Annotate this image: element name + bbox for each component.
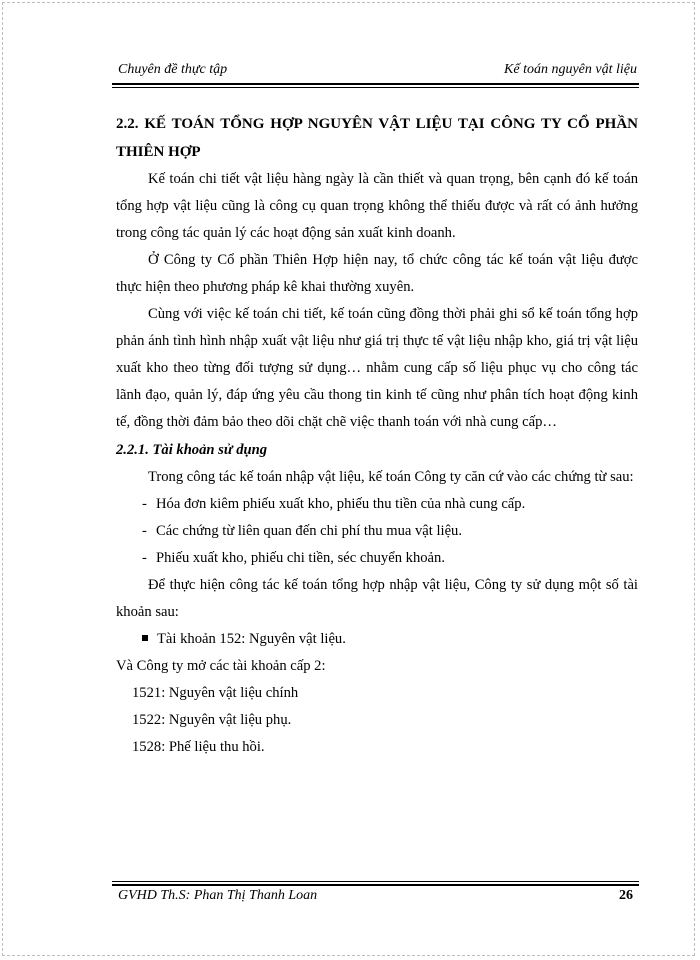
paragraph-accounts: Để thực hiện công tác kế toán tổng hợp nhập vật liệu, Công ty sử dụng một số tài khoản sau:	[116, 577, 638, 620]
dash-bullet: -	[142, 523, 147, 539]
paragraph-1: Kế toán chi tiết vật liệu hàng ngày là cần thiết và quan trọng, bên cạnh đó kế toán tổng hợp vật liệu cũng là công cụ quan trọng không thể thiếu được và rất có ảnh hưởng trong công tác quản lý các hoạt động sản xuất kinh doanh.	[116, 171, 638, 241]
account-line: 1521: Nguyên vật liệu chính	[132, 685, 299, 701]
main-content	[116, 110, 638, 761]
list-item-text: Các chứng từ liên quan đến chi phí thu mua vật liệu.	[156, 523, 462, 539]
paragraph-2: Ở Công ty Cổ phần Thiên Hợp hiện nay, tổ chức công tác kế toán vật liệu được thực hiện theo phương pháp kê khai thường xuyên.	[116, 252, 638, 295]
subsection-intro: Trong công tác kế toán nhập vật liệu, kế toán Công ty căn cứ vào các chứng từ sau:	[148, 469, 634, 485]
footer-rule-thin	[112, 881, 639, 882]
dash-bullet: -	[142, 550, 147, 566]
level2-intro: Và Công ty mở các tài khoản cấp 2:	[116, 658, 326, 674]
list-item-text: Phiếu xuất kho, phiếu chi tiền, séc chuyển khoản.	[156, 550, 445, 566]
page-number: 26	[619, 888, 633, 903]
footer-rule-thick	[112, 884, 639, 886]
subsection-title: 2.2.1. Tài khoản sử dụng	[116, 442, 268, 458]
header-rule-thick	[112, 83, 639, 85]
page-header	[118, 62, 637, 82]
list-item-text: Hóa đơn kiêm phiếu xuất kho, phiếu thu tiền của nhà cung cấp.	[156, 496, 526, 512]
section-title: 2.2. KẾ TOÁN TỔNG HỢP NGUYÊN VẬT LIỆU TẠI CÔNG TY CỔ PHẦN THIÊN HỢP	[116, 116, 638, 160]
account-line: 1522: Nguyên vật liệu phụ.	[132, 712, 292, 728]
list-item	[116, 491, 638, 518]
account-bullet-text: Tài khoản 152: Nguyên vật liệu.	[157, 631, 346, 647]
account-line: 1528: Phế liệu thu hồi.	[132, 739, 265, 755]
list-item	[116, 518, 638, 545]
dash-bullet: -	[142, 496, 147, 512]
footer-supervisor: GVHD Th.S: Phan Thị Thanh Loan	[118, 888, 318, 903]
square-bullet-icon	[142, 635, 148, 641]
header-right-text: Kế toán nguyên vật liệu	[504, 62, 637, 77]
header-left-text: Chuyên đề thực tập	[118, 62, 228, 77]
list-item	[116, 545, 638, 572]
header-rule-thin	[112, 87, 639, 88]
paragraph-3: Cùng với việc kế toán chi tiết, kế toán cũng đồng thời phải ghi sổ kế toán tổng hợp phản ánh tình hình nhập xuất vật liệu như giá trị thực tế vật liệu nhập kho, giá trị vật liệu xuất kho theo từng đối tượng sử dụng… nhằm cung cấp số liệu phục vụ cho công tác lãnh đạo, quản lý, đáp ứng yêu cầu thong tin kinh tế cũng như phân tích hoạt động kinh tế, đồng thời đảm bảo theo dõi chặt chẽ việc thanh toán với nhà cung cấp…	[116, 306, 638, 430]
account-bullet-item	[116, 626, 638, 653]
